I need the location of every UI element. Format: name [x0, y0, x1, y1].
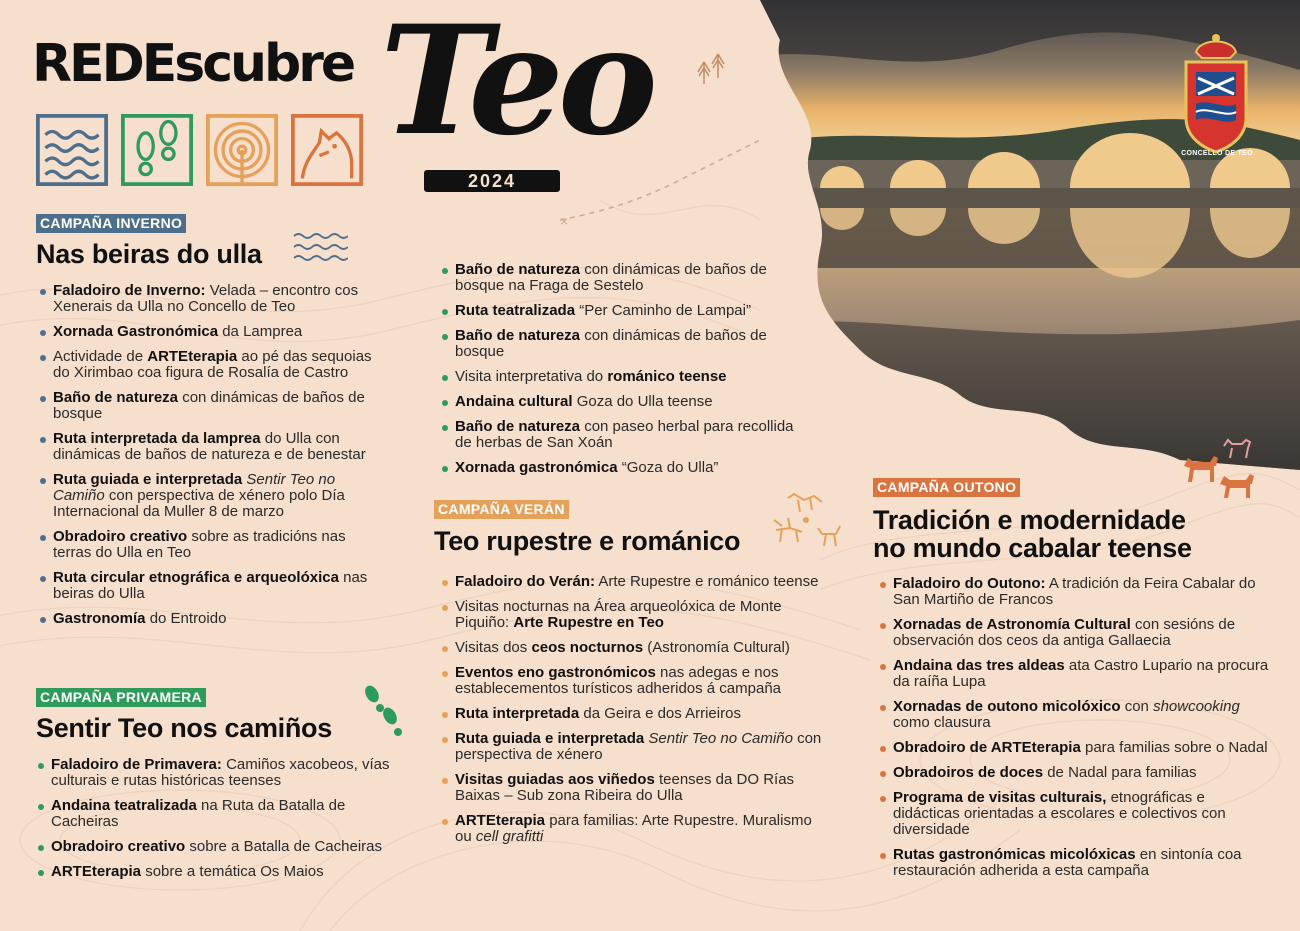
rock-art-icon: [770, 490, 846, 562]
list-item-text: con sesións de observación dos ceos da antiga Gallaecia: [893, 616, 1236, 649]
list-item-text: ARTEterapia: [51, 863, 142, 880]
list-item: [878, 740, 1270, 756]
list-item-text: Baño de natureza: [455, 327, 581, 344]
list-item-text: “Per Caminho de Lampai”: [575, 302, 751, 319]
list-item-text: sobre a Batalla de Cacheiras: [185, 838, 382, 855]
list-item-text: Actividade de: [53, 348, 148, 365]
list-item: [878, 847, 1270, 879]
list-item-text: Obradoiro creativo: [53, 528, 188, 545]
list-item: [440, 419, 810, 451]
petroglyph-spiral-icon: [206, 114, 278, 186]
list-item-text: nas adegas e nos establecementos turísticos adheridos á campaña: [455, 664, 782, 697]
list-item-text: en sintonía coa restauración adherida a esta campaña: [893, 846, 1242, 879]
list-item: [38, 431, 383, 463]
list-item: [440, 303, 810, 319]
summer-tag: CAMPAÑA VERÁN: [434, 500, 569, 519]
list-item-text: con dinámicas de baños de bosque: [53, 389, 365, 422]
list-item-text: Andaina das tres aldeas: [893, 657, 1065, 674]
list-item: [38, 324, 383, 340]
list-item: [36, 864, 401, 880]
list-item: [440, 706, 822, 722]
list-item-text: Ruta teatralizada: [455, 302, 576, 319]
horse-icon: [291, 114, 363, 186]
list-item: [440, 460, 810, 476]
list-item: [440, 640, 822, 656]
list-item-text: Obradoiro creativo: [51, 838, 186, 855]
list-item-text: “Goza do Ulla”: [617, 459, 719, 476]
list-item-text: do Ulla con dinámicas de baños de natureza e de benestar: [53, 430, 366, 463]
list-item-text: Faladoiro do Verán:: [455, 573, 596, 590]
list-item-text: Arte Rupestre en Teo: [513, 614, 664, 631]
list-item-text: con perspectiva de xénero polo Día Internacional da Muller 8 de marzo: [53, 487, 345, 520]
list-item-text: da Lamprea: [218, 323, 303, 340]
list-item-text: Goza do Ulla teense: [572, 393, 713, 410]
list-item: [878, 658, 1270, 690]
list-item: [38, 390, 383, 422]
list-item: [38, 529, 383, 561]
list-item-text: Eventos eno gastronómicos: [455, 664, 656, 681]
list-item: [440, 731, 822, 763]
list-item: [440, 813, 822, 845]
trees-icon: [696, 48, 726, 84]
list-item-text: Baño de natureza: [455, 261, 581, 278]
list-item-text: Obradoiros de doces: [893, 764, 1044, 781]
list-item: [38, 611, 383, 627]
waves-icon: [36, 114, 108, 186]
list-item-text: nas beiras do Ulla: [53, 569, 368, 602]
list-item-text: Andaina cultural: [455, 393, 573, 410]
list-item: [440, 772, 822, 804]
list-item-text: Andaina teatralizada: [51, 797, 197, 814]
list-item-text: sobre as tradicións nas terras do Ulla en Teo: [53, 528, 346, 561]
list-item-text: como clausura: [893, 714, 991, 731]
list-item-text: ata Castro Lupario na procura da raíña Lupa: [893, 657, 1269, 690]
footprints-icon: [360, 682, 406, 740]
list-item-text: A tradición da Feira Cabalar do San Martiño de Francos: [893, 575, 1256, 608]
list-item-text: con perspectiva de xénero: [455, 730, 822, 763]
list-item-text: Baño de natureza: [455, 418, 581, 435]
crest-label: CONCELLO DE TEO: [1181, 150, 1253, 157]
list-item-text: Ruta interpretada: [455, 705, 580, 722]
list-item-text: Ruta guiada e interpretada: [53, 471, 243, 488]
autumn-activity-list: [878, 576, 1270, 888]
list-item-text: na Ruta da Batalla de Cacheiras: [51, 797, 346, 830]
spring-title: Sentir Teo nos camiños: [36, 713, 332, 743]
list-item-text: con dinámicas de baños de bosque: [455, 327, 767, 360]
summer-activity-list: [440, 574, 822, 854]
list-item-text: Xornadas de outono micolóxico: [893, 698, 1121, 715]
winter-title: Nas beiras do ulla: [36, 239, 262, 269]
list-item-text: Faladoiro de Primavera:: [51, 756, 222, 773]
list-item: [440, 394, 810, 410]
list-item-text: ao pé das sequoias do Xirimbao coa figura de Rosalía de Castro: [53, 348, 372, 381]
spring-tag: CAMPAÑA PRIVAMERA: [36, 688, 206, 707]
svg-text:×: ×: [560, 213, 569, 229]
list-item-text: Arte Rupestre e románico teense: [595, 573, 819, 590]
footprints-icon: [121, 114, 193, 186]
year-badge: 2024: [424, 170, 560, 192]
coat-of-arms-icon: [1178, 28, 1254, 158]
list-item-text: Camiños xacobeos, vías culturais e rutas históricas teenses: [51, 756, 390, 789]
list-item: [440, 665, 822, 697]
list-item: [878, 617, 1270, 649]
list-item: [440, 328, 810, 360]
list-item-text: Xornada gastronómica: [455, 459, 618, 476]
list-item-text: Ruta interpretada da lamprea: [53, 430, 261, 447]
list-item-text: con: [1120, 698, 1154, 715]
list-item: [878, 576, 1270, 608]
list-item-text: románico teense: [607, 368, 727, 385]
list-item-text: Xornada Gastronómica: [53, 323, 219, 340]
list-item: [440, 599, 822, 631]
list-item-text: con dinámicas de baños de bosque na Fraga de Sestelo: [455, 261, 767, 294]
list-item-text: (Astronomía Cultural): [643, 639, 790, 656]
list-item-text: Ruta guiada e interpretada: [455, 730, 645, 747]
autumn-title-line1: Tradición e modernidade: [873, 505, 1186, 535]
list-item: [36, 839, 401, 855]
autumn-title-line2: no mundo cabalar teense: [873, 533, 1192, 563]
list-item-text: Obradoiro de ARTEterapia: [893, 739, 1081, 756]
list-item-text: Baño de natureza: [53, 389, 179, 406]
list-item: [36, 757, 401, 789]
horses-icon: [1180, 436, 1260, 498]
list-item-text: para familias: Arte Rupestre. Muralismo ou: [455, 812, 812, 845]
list-item: [878, 790, 1270, 838]
list-item: [440, 369, 810, 385]
list-item-text: Xornadas de Astronomía Cultural: [893, 616, 1131, 633]
list-item-text: Velada – encontro cos Xenerais da Ulla no Concello de Teo: [53, 282, 359, 315]
list-item-text: teenses da DO Rías Baixas – Sub zona Ribeira do Ulla: [455, 771, 795, 804]
autumn-tag: CAMPAÑA OUTONO: [873, 478, 1020, 497]
list-item-text: Faladoiro de Inverno:: [53, 282, 206, 299]
list-item-text: Visita interpretativa do: [455, 368, 608, 385]
list-item: [38, 472, 383, 520]
list-item-text: Faladoiro do Outono:: [893, 575, 1046, 592]
list-item-text: Gastronomía: [53, 610, 146, 627]
list-item-text: Visitas guiadas aos viñedos: [455, 771, 655, 788]
list-item: [440, 574, 822, 590]
list-item-text: Rutas gastronómicas micolóxicas: [893, 846, 1136, 863]
title-prefix: REDEscubre: [32, 34, 354, 94]
list-item-text: de Nadal para familias: [1043, 764, 1197, 781]
winter-activity-list: [38, 283, 383, 636]
list-item-text: Visitas dos: [455, 639, 532, 656]
list-item-text: Programa de visitas culturais,: [893, 789, 1107, 806]
summer-title: Teo rupestre e románico: [434, 526, 741, 556]
list-item: [36, 798, 401, 830]
list-item-text: con paseo herbal para recollida de herbas de San Xoán: [455, 418, 794, 451]
spring-activity-list-continued: [440, 262, 810, 485]
list-item-text: ceos nocturnos: [531, 639, 644, 656]
list-item: [38, 570, 383, 602]
winter-tag: CAMPAÑA INVERNO: [36, 214, 186, 233]
list-item-text: Visitas nocturnas na Área arqueolóxica de Monte Piquiño:: [455, 598, 782, 631]
list-item-text: Ruta circular etnográfica e arqueolóxica: [53, 569, 339, 586]
waves-icon: [292, 230, 348, 264]
spring-activity-list: [36, 757, 401, 889]
list-item: [878, 765, 1270, 781]
list-item-text: etnográficas e didácticas orientadas a escolares e colectivos con diversidade: [893, 789, 1226, 838]
list-item-text: sobre a temática Os Maios: [141, 863, 324, 880]
list-item-text: ARTEterapia: [147, 348, 238, 365]
list-item: [38, 349, 383, 381]
list-item-text: Sentir Teo no Camiño: [53, 471, 336, 504]
title-main: Teo: [380, 0, 652, 169]
list-item-text: showcooking: [1153, 698, 1240, 715]
list-item-text: da Geira e dos Arrieiros: [579, 705, 741, 722]
list-item: [38, 283, 383, 315]
list-item-text: para familias sobre o Nadal: [1080, 739, 1268, 756]
list-item-text: do Entroido: [145, 610, 227, 627]
list-item: [878, 699, 1270, 731]
list-item-text: cell grafitti: [475, 828, 544, 845]
list-item-text: Sentir Teo no Camiño: [644, 730, 793, 747]
list-item-text: ARTEterapia: [455, 812, 546, 829]
list-item: [440, 262, 810, 294]
